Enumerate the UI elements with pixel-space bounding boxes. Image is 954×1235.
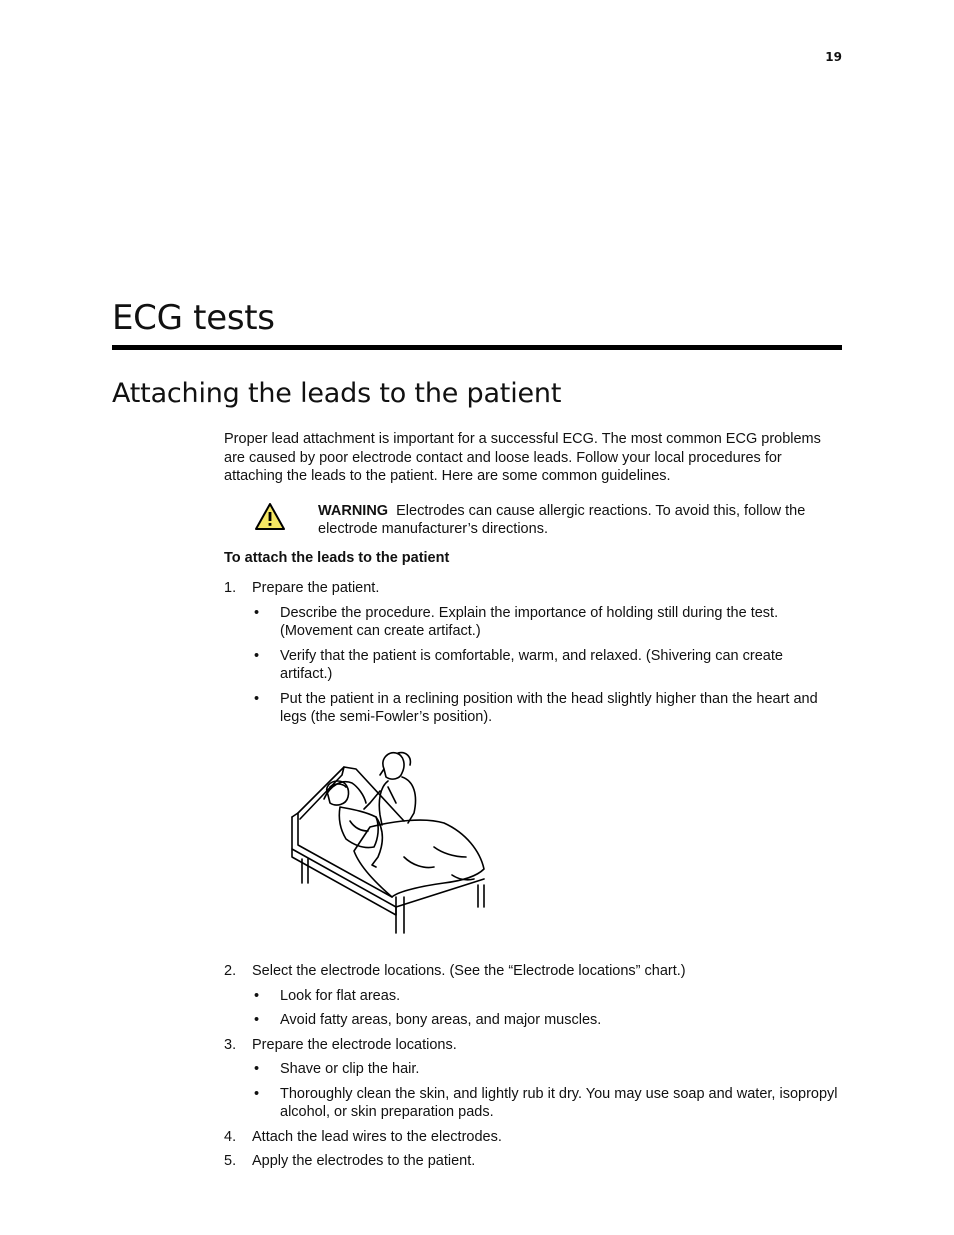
bullet-text: Shave or clip the hair. bbox=[280, 1061, 420, 1077]
list-item bbox=[252, 1085, 839, 1122]
warning-label: WARNING bbox=[318, 502, 389, 519]
bullet-glyph: • bbox=[254, 987, 260, 1004]
patient-in-bed-illustration bbox=[284, 747, 544, 937]
step-3-bullets bbox=[252, 1060, 839, 1122]
list-item bbox=[252, 604, 839, 641]
step-text: Select the electrode locations. (See the “Electrode locations” chart.) bbox=[252, 963, 686, 979]
step-2-bullets bbox=[252, 987, 839, 1030]
step-number: 5. bbox=[224, 1153, 237, 1169]
bullet-text: Verify that the patient is comfortable, warm, and relaxed. (Shivering can create artifact.) bbox=[280, 647, 783, 682]
bullet-glyph: • bbox=[254, 690, 260, 707]
list-item bbox=[252, 987, 839, 1006]
step-number: 4. bbox=[224, 1128, 237, 1145]
step-number: 3. bbox=[224, 1036, 237, 1053]
bullet-text: Describe the procedure. Explain the importance of holding still during the test. (Movement can create artifact.) bbox=[280, 604, 779, 639]
list-item bbox=[252, 690, 839, 727]
warning-callout bbox=[224, 502, 839, 539]
content-body bbox=[224, 430, 839, 1177]
step-text: Apply the electrodes to the patient. bbox=[252, 1153, 476, 1169]
procedure-title: To attach the leads to the patient bbox=[224, 549, 450, 566]
section-title: Attaching the leads to the patient bbox=[112, 378, 562, 409]
step-3 bbox=[224, 1036, 839, 1122]
step-4 bbox=[224, 1128, 839, 1147]
step-1-bullets bbox=[252, 604, 839, 727]
step-number: 1. bbox=[224, 580, 237, 596]
bullet-glyph: • bbox=[254, 1085, 260, 1102]
warning-triangle-icon bbox=[254, 502, 286, 532]
list-item bbox=[252, 647, 839, 684]
bullet-glyph: • bbox=[254, 604, 260, 621]
step-2 bbox=[224, 962, 839, 1030]
list-item bbox=[252, 1060, 839, 1079]
warning-text: Electrodes can cause allergic reactions. To avoid this, follow the electrode manufacturer’s directions. bbox=[318, 502, 806, 537]
step-5 bbox=[224, 1152, 839, 1171]
bullet-text: Look for flat areas. bbox=[280, 987, 401, 1004]
bullet-text: Thoroughly clean the skin, and lightly rub it dry. You may use soap and water, isopropyl alcohol, or skin preparation pads. bbox=[280, 1085, 838, 1120]
step-text: Prepare the electrode locations. bbox=[252, 1036, 457, 1053]
list-item bbox=[252, 1011, 839, 1030]
step-1 bbox=[224, 579, 839, 956]
page-number: 19 bbox=[825, 50, 842, 64]
intro-paragraph: Proper lead attachment is important for a successful ECG. The most common ECG problems are caused by poor electrode contact and loose leads. Follow your local procedures for attaching the leads to the patient. Here are some common guidelines. bbox=[224, 431, 821, 484]
bullet-text: Avoid fatty areas, bony areas, and major muscles. bbox=[280, 1012, 602, 1028]
step-text: Attach the lead wires to the electrodes. bbox=[252, 1128, 502, 1145]
step-number: 2. bbox=[224, 963, 237, 979]
chapter-rule bbox=[112, 345, 842, 350]
bullet-glyph: • bbox=[254, 1061, 260, 1077]
bullet-glyph: • bbox=[254, 647, 260, 664]
bullet-text: Put the patient in a reclining position with the head slightly higher than the heart and legs (the semi-Fowler’s position). bbox=[280, 690, 818, 725]
bullet-glyph: • bbox=[254, 1012, 260, 1028]
procedure-steps bbox=[224, 579, 839, 1171]
chapter-title: ECG tests bbox=[112, 298, 275, 338]
step-text: Prepare the patient. bbox=[252, 580, 380, 596]
